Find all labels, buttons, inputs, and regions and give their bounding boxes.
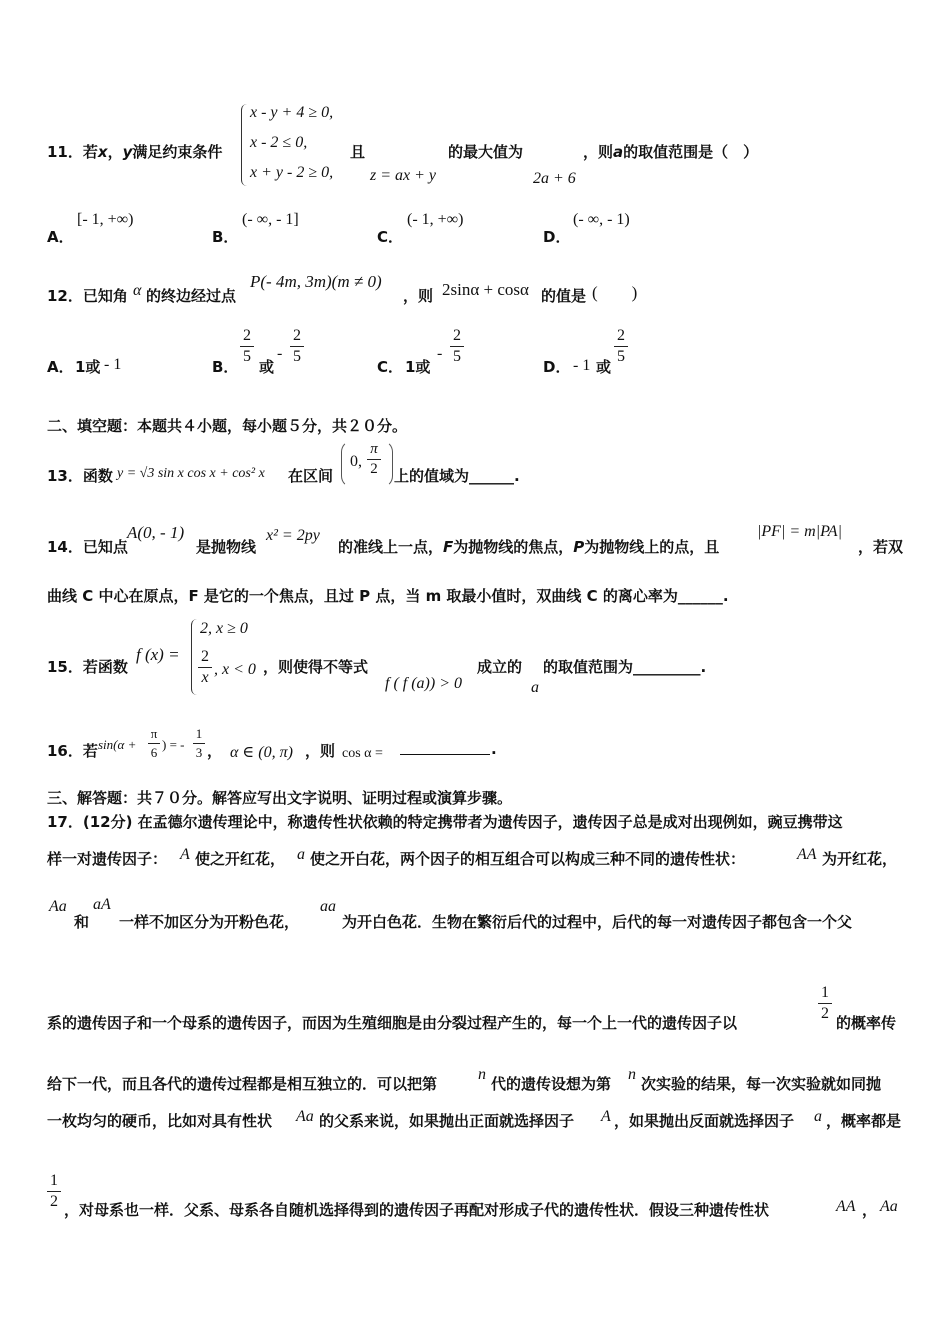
q17-line-6c: ，如果抛出反面就选择因子 (614, 1112, 795, 1130)
q16-domain: α ∈ (0, π) (230, 744, 293, 761)
q11-option-b-value: (- ∞, - 1] (242, 211, 299, 228)
q12-option-d-label[interactable]: D． (543, 358, 571, 376)
q12-answer-paren: ( ) (592, 283, 638, 302)
q17-Aa-2: Aa (296, 1108, 314, 1125)
q12-option-b-label[interactable]: B． (212, 358, 239, 376)
q11-option-c-label[interactable]: C． (377, 228, 404, 246)
q12-option-a-label[interactable]: A． (47, 358, 74, 376)
q11-tail: ，则a的取值范围是（ ） (583, 143, 759, 161)
q17-line-2c: 使之开白花，两个因子的相互组合可以构成三种不同的遗传性状： (310, 850, 746, 868)
q17-Aa-3: Aa (880, 1198, 898, 1215)
q13-pi-over-2: π 2 (367, 441, 381, 478)
q16-pi-over-6: π 6 (148, 726, 160, 761)
q11-constraint-2: x - 2 ≤ 0, (250, 134, 308, 151)
q11-max-value: 2a + 6 (533, 170, 576, 187)
q17-he: 和 (74, 913, 90, 931)
q17-A-2: A (601, 1108, 611, 1125)
q17-line-2b: 使之开红花， (195, 850, 286, 868)
q17-n-1: n (478, 1066, 486, 1083)
q17-line-7: ，对母系也一样．父系、母系各自随机选择得到的遗传因子再配对形成子代的遗传性状．假设三种遗传性状 (64, 1201, 770, 1219)
q12-stem-b: 的终边经过点 (146, 287, 237, 305)
q15-brace (191, 619, 198, 695)
q11-option-b-label[interactable]: B． (212, 228, 239, 246)
q15-a: a (531, 679, 539, 696)
q17-line-5c: 次实验的结果，每一次实验就如同抛 (641, 1075, 882, 1093)
q11-option-a-label[interactable]: A． (47, 228, 74, 246)
q15-case-2-tail: , x < 0 (214, 661, 256, 678)
q14-stem-b: 是抛物线 (196, 538, 257, 556)
q15-case-2-frac: 2 x (198, 648, 212, 687)
q16-stem: 16．若 (47, 742, 98, 760)
q17-line-1: 17．(12分) 在孟德尔遗传理论中，称遗传性状依赖的特定携带者为遗传因子，遗传因子总是成对出现例如，豌豆携带这 (47, 813, 843, 831)
q14-point: A(0, - 1) (127, 523, 185, 542)
q14-stem-f: ，若双 (858, 538, 904, 556)
q16-sin: sin(α + (98, 737, 137, 752)
q13-stem: 13．函数 (47, 467, 113, 485)
q13-interval-zero: 0, (350, 453, 362, 470)
q16-end: . (491, 740, 497, 758)
q15-stem: 15．若函数 (47, 658, 128, 676)
q17-aa: aa (320, 898, 336, 915)
q17-a: a (297, 846, 305, 863)
q11-option-d-label[interactable]: D． (543, 228, 571, 246)
q11-z-expr: z = ax + y (370, 167, 437, 184)
q11-option-d-value: (- ∞, - 1) (573, 211, 630, 228)
q11-option-c-value: (- 1, +∞) (407, 211, 464, 228)
q17-line-2d: 为开红花， (822, 850, 898, 868)
q12-option-c-frac: 2 5 (450, 327, 464, 366)
q14-stem-c: 的准线上一点，F为抛物线的焦点，P为抛物线上的点，且 (338, 538, 720, 556)
q11-max-text: 的最大值为 (448, 143, 524, 161)
q13-stem-c: 上的值域为______. (394, 467, 520, 485)
q17-aA: aA (93, 896, 111, 913)
q11-constraint-brace (241, 104, 248, 186)
q17-line-3a: 一样不加区分为开粉色花， (119, 913, 300, 931)
q13-function: y = √3 sin x cos x + cos² x (117, 466, 265, 481)
q11-constraint-1: x - y + 4 ≥ 0, (250, 104, 334, 121)
q12-option-b-minus: - (277, 345, 283, 362)
q17-half-1: 1 2 (818, 984, 832, 1023)
q12-option-d-pre: - 1 (573, 357, 591, 374)
q14-parabola: x² = 2py (266, 527, 320, 544)
q12-option-b-frac1: 2 5 (240, 327, 254, 366)
q17-n-2: n (628, 1066, 636, 1083)
q11-option-a-value: [- 1, +∞) (77, 211, 134, 228)
q17-line-6d: ，概率都是 (826, 1112, 902, 1130)
q17-AA: AA (797, 846, 817, 863)
q14-stem: 14．已知点 (47, 538, 128, 556)
q11-qie: 且 (350, 143, 366, 161)
q11-constraint-3: x + y - 2 ≥ 0, (250, 164, 334, 181)
q17-line-6a: 一枚均匀的硬币，比如对具有性状 (47, 1112, 273, 1130)
q12-option-a-post: - 1 (104, 356, 122, 373)
q17-comma: ， (862, 1201, 878, 1219)
q12-point: P(- 4m, 3m)(m ≠ 0) (250, 272, 382, 291)
q17-a-2: a (814, 1108, 822, 1125)
q17-AA-2: AA (836, 1198, 856, 1215)
q12-option-b-or: 或 (259, 358, 275, 376)
q17-Aa: Aa (49, 898, 67, 915)
q12-alpha: α (133, 282, 142, 299)
q17-line-2a: 样一对遗传因子： (47, 850, 168, 868)
q17-line-3b: 为开白色花．生物在繁衍后代的过程中，后代的每一对遗传因子都包含一个父 (342, 913, 853, 931)
q16-answer-blank[interactable] (400, 754, 490, 755)
q15-fx: f (x) = (136, 645, 180, 664)
q16-cos: cos α = (342, 746, 383, 761)
q15-case-1: 2, x ≥ 0 (200, 620, 248, 637)
q17-line-4b: 的概率传 (836, 1014, 897, 1032)
q12-option-c-pre: 1或 (405, 358, 431, 376)
q17-line-5b: 代的遗传设想为第 (491, 1075, 612, 1093)
q12-option-a-pre: 1或 (75, 358, 101, 376)
q17-line-5a: 给下一代，而且各代的遗传过程都是相互独立的．可以把第 (47, 1075, 438, 1093)
q14-condition: |PF| = m|PA| (757, 523, 842, 540)
q12-option-c-minus: - (437, 345, 443, 362)
q12-stem: 12．已知角 (47, 287, 128, 305)
section-2-heading: 二、填空题：本题共４小题，每小题５分，共２０分。 (47, 417, 408, 435)
q17-line-4a: 系的遗传因子和一个母系的遗传因子，而因为生殖细胞是由分裂过程产生的，每一个上一代的遗传因子以 (47, 1014, 738, 1032)
q15-stem-c: 成立的 (477, 658, 523, 676)
q15-stem-d: 的取值范围为_________. (543, 658, 707, 676)
q14-line-2: 曲线 C 中心在原点，F 是它的一个焦点，且过 P 点，当 m 取最小值时，双曲线 C 的离心率为______. (47, 587, 729, 605)
q16-comma: ， (207, 742, 223, 760)
q15-inequality: f ( f (a)) > 0 (385, 675, 462, 692)
q16-one-third: 1 3 (193, 726, 205, 761)
q12-option-d-frac: 2 5 (614, 327, 628, 366)
q15-stem-b: ，则使得不等式 (263, 658, 369, 676)
q16-sin-tail: ) = - (162, 737, 185, 752)
q12-stem-d: 的值是 (541, 287, 587, 305)
q12-option-d-or: 或 (596, 358, 612, 376)
q12-option-c-label[interactable]: C． (377, 358, 404, 376)
q16-stem-b: ，则 (305, 742, 336, 760)
q17-A: A (180, 846, 190, 863)
q17-half-2: 1 2 (47, 1172, 61, 1211)
q13-stem-b: 在区间 (288, 467, 334, 485)
q11-stem: 11．若x，y满足约束条件 (47, 143, 223, 161)
section-3-heading: 三、解答题：共７０分。解答应写出文字说明、证明过程或演算步骤。 (47, 789, 513, 807)
q12-expression: 2sinα + cosα (442, 280, 529, 299)
q17-line-6b: 的父系来说，如果抛出正面就选择因子 (319, 1112, 575, 1130)
q12-stem-c: ，则 (403, 287, 434, 305)
q12-option-b-frac2: 2 5 (290, 327, 304, 366)
